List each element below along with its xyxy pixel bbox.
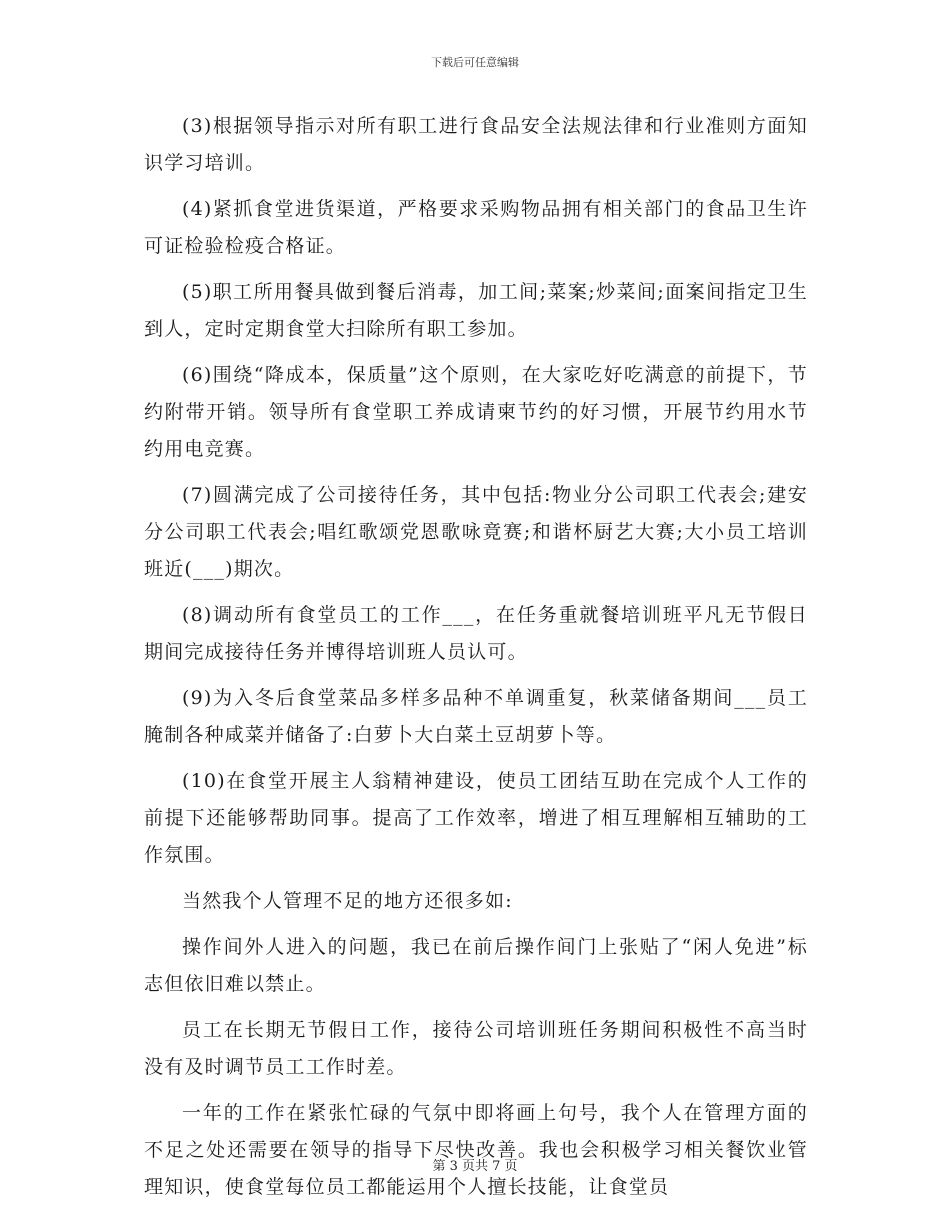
paragraph-7: (7)圆满完成了公司接待任务，其中包括:物业分公司职工代表会;建安分公司职工代表会;唱红歌颂党恩歌咏竟赛;和谐杯厨艺大赛;大小员工培训班近(___)期次。 — [144, 484, 808, 580]
paragraph-shortcoming-1: 操作间外人进入的问题，我已在前后操作间门上张贴了“闲人免进”标志但依旧难以禁止。 — [144, 936, 808, 995]
paragraph-8: (8)调动所有食堂员工的工作___，在任务重就餐培训班平凡无节假日期间完成接待任务并博得培训班人员认可。 — [144, 604, 808, 663]
paragraph-10: (10)在食堂开展主人翁精神建设，使员工团结互助在完成个人工作的前提下还能够帮助同事。提高了工作效率，增进了相互理解相互辅助的工作氛围。 — [144, 770, 808, 866]
paragraph-4: (4)紧抓食堂进货渠道，严格要求采购物品拥有相关部门的食品卫生许可证检验检疫合格证。 — [144, 198, 808, 257]
paragraph-6: (6)围绕“降成本，保质量”这个原则，在大家吃好吃满意的前提下，节约附带开销。领导所有食堂职工养成请柬节约的好习惯，开展节约用水节约用电竞赛。 — [144, 364, 808, 460]
paragraph-conclusion: 一年的工作在紧张忙碌的气氛中即将画上句号，我个人在管理方面的不足之处还需要在领导的指导下尽快改善。我也会积极学习相关餐饮业管理知识，使食堂每位员工都能运用个人擅长技能，让食堂员 — [144, 1102, 808, 1198]
paragraph-shortcomings-intro: 当然我个人管理不足的地方还很多如: — [182, 890, 513, 912]
document-body — [144, 108, 808, 1215]
paragraph-5: (5)职工所用餐具做到餐后消毒，加工间;菜案;炒菜间;面案间指定卫生到人，定时定期食堂大扫除所有职工参加。 — [144, 281, 808, 340]
paragraph-3: (3)根据领导指示对所有职工进行食品安全法规法律和行业准则方面知识学习培训。 — [144, 115, 808, 174]
header-note: 下载后可任意编辑 — [431, 56, 519, 69]
page-number: 第 3 页共 7 页 — [432, 1159, 518, 1174]
paragraph-9: (9)为入冬后食堂菜品多样多品种不单调重复，秋菜储备期间___员工腌制各种咸菜并储备了:白萝卜大白菜土豆胡萝卜等。 — [144, 687, 808, 746]
paragraph-shortcoming-2: 员工在长期无节假日工作，接待公司培训班任务期间积极性不高当时没有及时调节员工工作时差。 — [144, 1019, 808, 1078]
